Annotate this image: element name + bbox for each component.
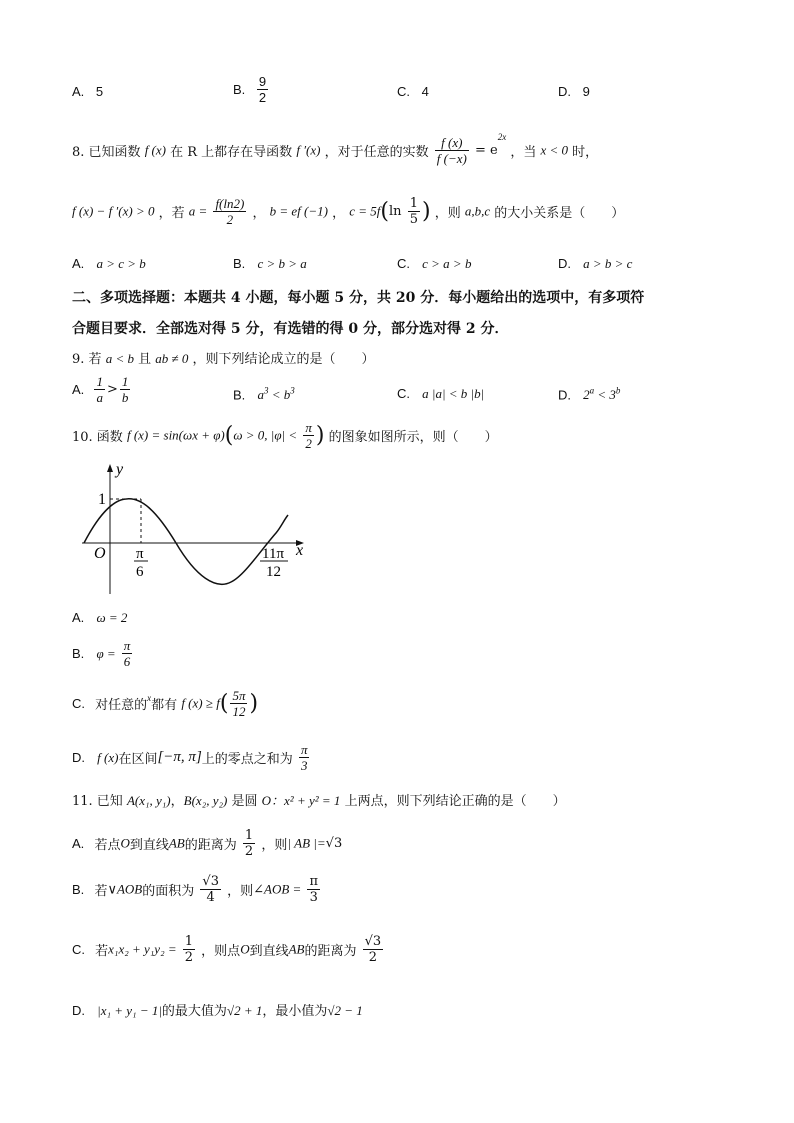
denominator: 6 — [123, 654, 131, 669]
numerator: √3 — [202, 874, 219, 889]
text: 8. 已知函数 — [72, 145, 141, 160]
text: 上的零点之和为 — [201, 752, 293, 767]
base: < 3 — [594, 387, 616, 403]
fraction — [120, 374, 131, 405]
q9-stem — [72, 348, 375, 367]
option-label: A. — [72, 610, 85, 625]
fraction — [257, 74, 268, 105]
text: 时， — [572, 145, 599, 160]
text: 是圆 — [231, 794, 258, 809]
math: > — [106, 382, 118, 397]
section-header-line2: 合题目要求．全部选对得 5 分，有选错的得 0 分，部分选对得 2 分． — [72, 321, 509, 337]
denominator: 2 — [226, 212, 234, 227]
text: 若 — [94, 884, 108, 899]
text: 都有 — [151, 698, 178, 713]
option-text: c > b > a — [257, 256, 307, 271]
math: ab ≠ 0 — [155, 351, 189, 366]
numerator: 1 — [121, 374, 129, 389]
text: 的面积为 — [142, 884, 195, 899]
text: 的距离为 — [304, 944, 357, 959]
math: f ′(x) — [296, 142, 321, 158]
option-label: D. — [558, 256, 571, 271]
option-label: B. — [233, 256, 246, 271]
text: ，对于任意的实数 — [324, 145, 429, 160]
numerator: π — [300, 742, 308, 757]
text: 若 — [95, 944, 109, 959]
math: AB — [168, 835, 185, 851]
base: 2 — [583, 387, 590, 403]
q9-option-c — [397, 386, 484, 402]
math: f (x) − f ′(x) > 0 — [72, 203, 155, 219]
denominator: a — [96, 390, 103, 405]
denominator: b — [121, 390, 129, 405]
text: ，最小值为 — [262, 1004, 328, 1019]
origin-label: O — [94, 545, 106, 562]
base: a — [257, 387, 264, 403]
text: 9. 若 — [72, 352, 102, 367]
q8-option-a — [72, 256, 146, 272]
x2-numerator: 11π — [262, 546, 285, 562]
option-label: D. — [558, 387, 571, 403]
option-label: B. — [233, 82, 246, 97]
y-label: y — [116, 461, 124, 478]
math: AB — [288, 941, 305, 957]
math — [257, 387, 294, 402]
math: O — [240, 941, 250, 957]
denominator: 3 — [300, 758, 308, 773]
option-text: a > b > c — [583, 256, 633, 271]
fraction — [408, 196, 420, 227]
q11-option-a — [72, 828, 342, 859]
exponent: a — [589, 386, 595, 396]
math — [583, 387, 620, 402]
text: 的距离为 — [184, 838, 237, 853]
math: ∠AOB = — [253, 881, 302, 897]
denominator: f (−x) — [436, 151, 467, 166]
numerator: π — [305, 420, 312, 435]
q7-option-b — [233, 74, 270, 105]
math: O — [120, 835, 130, 851]
q10-stem — [72, 420, 498, 451]
option-label: C. — [72, 942, 85, 957]
option-text: 5 — [95, 84, 104, 99]
option-label: D. — [558, 84, 571, 99]
q11-stem — [72, 790, 566, 809]
math: | AB |= — [287, 835, 326, 851]
q10-option-c — [72, 688, 258, 719]
paren: ) — [315, 423, 325, 448]
math: x — [147, 693, 152, 703]
one-label: 1 — [98, 491, 106, 508]
denominator: 2 — [184, 950, 194, 965]
option-label: A. — [72, 382, 85, 397]
option-label: C. — [397, 386, 410, 401]
denominator: 2 — [244, 844, 254, 859]
fraction — [122, 638, 133, 669]
q8-option-b — [233, 256, 307, 272]
text: ，则点 — [201, 944, 241, 959]
q9-option-a — [72, 374, 132, 405]
fraction — [303, 420, 314, 451]
exponent: 3 — [263, 386, 269, 396]
option-label: B. — [72, 646, 85, 661]
text: ，则 — [261, 838, 288, 853]
text: ，则 — [434, 206, 461, 221]
exponent: 3 — [290, 386, 295, 396]
math: √2 − 1 — [327, 1003, 363, 1018]
q10-option-b — [72, 638, 134, 669]
numerator: 9 — [258, 74, 267, 89]
fraction — [213, 196, 246, 227]
option-label: C. — [397, 256, 410, 271]
text: 在区间 — [118, 752, 158, 767]
denominator: 2 — [305, 436, 312, 451]
text: ，则下列结论成立的是（ ） — [192, 352, 375, 367]
option-text: 9 — [582, 84, 590, 99]
numerator: 5π — [232, 688, 246, 703]
math: b = ef (−1) — [269, 203, 328, 219]
numerator: f (x) — [435, 135, 469, 151]
math: a < b — [105, 351, 134, 366]
denominator: 4 — [206, 890, 215, 905]
math: ω > 0, |φ| < — [233, 427, 298, 443]
q10-option-d — [72, 742, 311, 773]
paren: ( — [219, 691, 229, 716]
math: [−π, π] — [157, 749, 202, 765]
fraction — [230, 688, 247, 719]
denominator: 2 — [368, 950, 378, 965]
numerator: 1 — [184, 934, 194, 949]
q9-option-b — [233, 386, 295, 403]
text: 的大小关系是（ ） — [494, 206, 625, 221]
q7-option-d — [558, 84, 590, 99]
q10-option-a — [72, 610, 127, 626]
fraction — [435, 135, 469, 166]
x1-numerator: π — [136, 546, 144, 562]
fraction — [363, 934, 384, 965]
option-label: A. — [72, 836, 85, 851]
q9-option-d — [558, 386, 620, 403]
text: 上两点，则下列结论正确的是（ ） — [344, 794, 566, 809]
math: B(x₂, y₂) — [183, 793, 228, 808]
sine-curve — [84, 499, 288, 584]
math: f (x) = sin(ωx + φ) — [126, 427, 225, 443]
exponent: b — [615, 386, 621, 396]
q8-option-d — [558, 256, 632, 272]
paren: ) — [249, 691, 259, 716]
numerator: 1 — [96, 374, 103, 389]
math: f (x) — [97, 749, 119, 765]
q7-option-c — [397, 84, 429, 99]
paren: ) — [421, 199, 431, 224]
denominator: 2 — [258, 90, 267, 105]
denominator: 5 — [409, 212, 418, 227]
text: 的最大值为 — [161, 1004, 227, 1019]
fraction — [200, 874, 221, 905]
option-label: A. — [72, 256, 85, 271]
q8-stem-line2: f (x) − f ′(x) > 0 ，若 a = $\frac{f(\ln 2)}{2}$ ， b = ef (−1) ， c = 5f(ln $\frac{1}{5}$ ) ，则 a,b,c 的大小关系是（ ） — [72, 196, 625, 227]
option-text: 4 — [421, 84, 429, 99]
text: 10. 函数 — [72, 430, 123, 445]
text: ，则 — [227, 884, 254, 899]
text: 到直线 — [129, 838, 169, 853]
math: φ = — [96, 645, 116, 661]
text: 的图象如图所示，则（ ） — [328, 430, 498, 445]
q10-graph — [76, 460, 316, 600]
numerator: 1 — [409, 196, 418, 211]
option-text: a |a| < b |b| — [422, 386, 485, 401]
math: √3 — [325, 836, 343, 851]
text: 到直线 — [249, 944, 289, 959]
numerator: √3 — [364, 934, 382, 949]
math: x₁x₂ + y₁y₂ = — [108, 941, 177, 957]
text: 若点 — [94, 838, 121, 853]
fraction — [183, 934, 195, 965]
text: 11. 已知 — [72, 794, 123, 809]
option-label: C. — [72, 696, 85, 711]
math: |x₁ + y₁ − 1| — [97, 1003, 162, 1018]
paren: ( — [380, 199, 390, 224]
q8-option-c — [397, 256, 471, 272]
text: ， — [170, 794, 184, 809]
option-text: c > a > b — [422, 256, 472, 271]
text: 且 — [138, 352, 152, 367]
text: 在 R 上都存在导函数 — [170, 145, 293, 160]
fraction — [299, 742, 310, 773]
option-text: a > c > b — [96, 256, 146, 271]
math: c = 5f — [349, 203, 381, 219]
denominator: 12 — [232, 704, 246, 719]
math: f (x) — [144, 142, 166, 158]
math: a = — [188, 203, 208, 219]
exponent: 2x — [497, 132, 507, 142]
paren: ( — [224, 423, 234, 448]
text: 对任意的 — [95, 698, 148, 713]
option-label: A. — [72, 84, 85, 99]
x-label: x — [296, 542, 304, 559]
numerator: π — [309, 874, 318, 889]
text: ，当 — [510, 145, 537, 160]
q7-option-a — [72, 84, 103, 99]
fraction — [94, 374, 105, 405]
numerator: 1 — [244, 828, 254, 843]
math: ln — [389, 204, 402, 219]
x2-denominator: 12 — [266, 564, 281, 580]
q11-option-d — [72, 1000, 363, 1019]
math: f (x) ≥ f — [181, 695, 220, 711]
math: ∨AOB — [107, 881, 143, 897]
q8-stem-line1 — [72, 132, 598, 166]
q11-option-b — [72, 874, 322, 905]
text: ，若 — [158, 206, 185, 221]
option-text: ω = 2 — [96, 610, 128, 625]
option-label: C. — [397, 84, 410, 99]
math: O：x² + y² = 1 — [261, 793, 341, 808]
y-axis-arrow — [107, 464, 113, 472]
math: √2 + 1 — [226, 1003, 263, 1018]
math: A(x₁, y₁) — [126, 793, 171, 808]
option-label: B. — [233, 387, 246, 403]
denominator: 3 — [309, 890, 318, 905]
x1-denominator: 6 — [136, 564, 144, 580]
option-label: D. — [72, 750, 85, 765]
numerator: f(ln2) — [215, 196, 245, 211]
option-label: B. — [72, 882, 85, 897]
base: < b — [268, 387, 291, 403]
q11-option-c — [72, 934, 385, 965]
numerator: π — [123, 638, 131, 653]
math: = e — [474, 143, 498, 158]
section-header-line1: 二、多项选择题：本题共 4 小题，每小题 5 分，共 20 分．每小题给出的选项中，有多项符 — [72, 290, 645, 306]
fraction — [243, 828, 255, 859]
math: a,b,c — [464, 203, 491, 219]
math: x < 0 — [540, 142, 569, 158]
option-label: D. — [72, 1003, 85, 1018]
fraction — [307, 874, 320, 905]
